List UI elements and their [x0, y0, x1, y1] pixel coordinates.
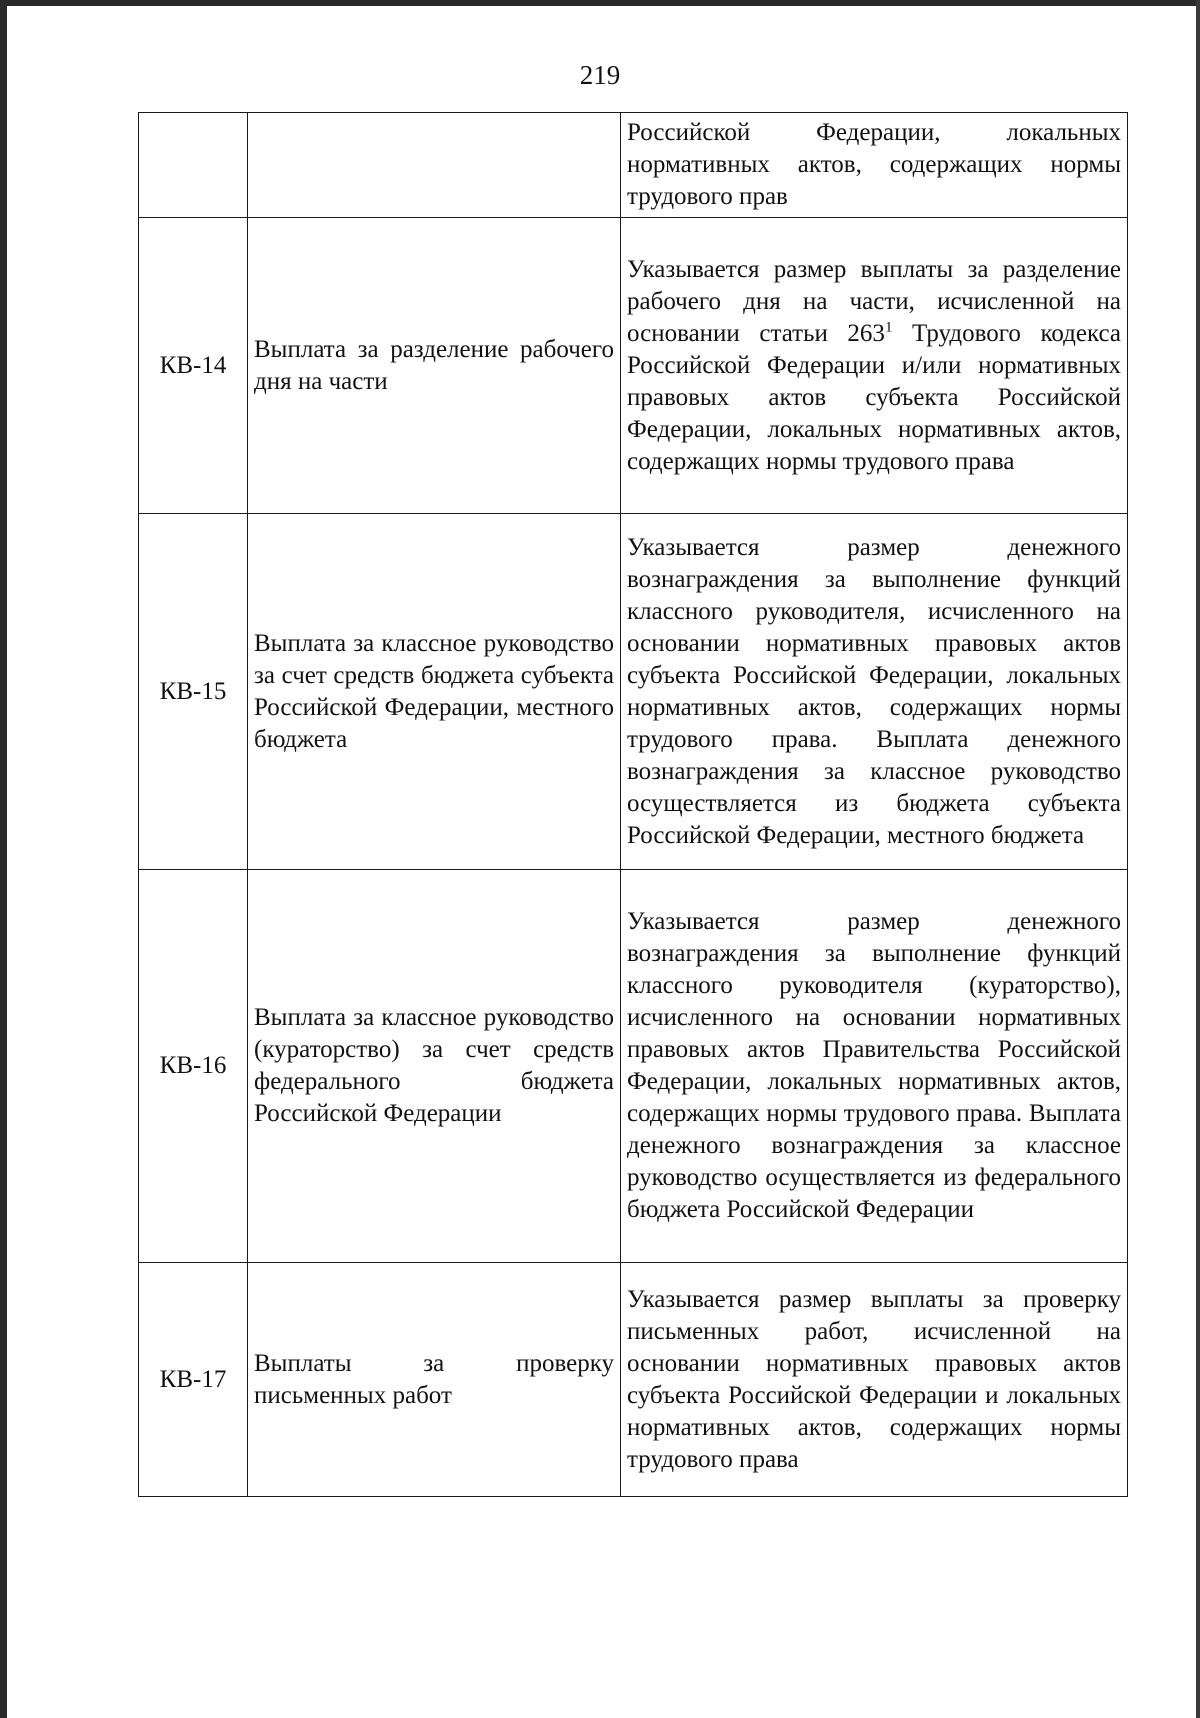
name-cell: [248, 1263, 621, 1497]
name-text: Выплаты за проверку письменных работ: [254, 1349, 614, 1409]
description-cell: [621, 113, 1128, 218]
code-cell: [139, 1263, 248, 1497]
description-text: Указывается размер денежного вознаграждения за выполнение функций классного руководителя (кураторство), исчисленного на основании нормативных правовых актов Правительства Российской Федерации, локальных нормативных актов, содержащих нормы трудового права. Выплата денежного вознаграждения за классное руководство осуществляется из федерального бюджета Российской Федерации: [627, 908, 1121, 1223]
description-text: Указывается размер выплаты за проверку письменных работ, исчисленной на основании нормативных правовых актов субъекта Российской Федерации и локальных нормативных актов, содержащих нормы трудового права: [627, 1285, 1121, 1473]
description-cell: [621, 870, 1128, 1263]
code-cell: [139, 514, 248, 870]
table-row: [139, 514, 1128, 870]
superscript: 1: [884, 319, 893, 336]
name-text: Выплата за разделение рабочего дня на части: [254, 335, 614, 395]
table-row: [139, 113, 1128, 218]
scan-edge-right: [1196, 0, 1200, 1718]
name-text: Выплата за классное руководство (кураторство) за счет средств федерального бюджета Российской Федерации: [254, 1004, 614, 1127]
description-cell: [621, 218, 1128, 514]
description-part: Трудового кодекса Российской Федерации и/или нормативных правовых актов субъекта Российской Федерации, локальных нормативных актов, содержащих нормы трудового права: [627, 319, 1121, 475]
table-row: [139, 218, 1128, 514]
description-cell: [621, 1263, 1128, 1497]
code-text: КВ-16: [159, 1052, 227, 1079]
scan-edge-top: [0, 0, 1200, 6]
code-cell: [139, 870, 248, 1263]
page-number: 219: [579, 60, 621, 90]
code-text: КВ-15: [159, 677, 227, 705]
code-text: КВ-17: [159, 1365, 227, 1393]
description-text: Указывается размер денежного вознаграждения за выполнение функций классного руководителя, исчисленного на основании нормативных правовых актов субъекта Российской Федерации, локальных нормативных актов, содержащих нормы трудового права. Выплата денежного вознаграждения за классное руководство осуществляется из бюджета субъекта Российской Федерации, местного бюджета: [627, 533, 1121, 849]
code-text: КВ-14: [159, 351, 227, 379]
description-part: Указывается размер выплаты за разделение рабочего дня на части, исчисленной на основании статьи 263: [627, 255, 1121, 347]
code-cell: [139, 113, 248, 218]
payments-table: [138, 112, 1128, 1497]
name-cell: [248, 113, 621, 218]
name-cell: [248, 514, 621, 870]
description-cell: [621, 514, 1128, 870]
name-cell: [248, 870, 621, 1263]
description-text: [627, 254, 1121, 478]
table-row: [139, 1263, 1128, 1497]
description-text: Российской Федерации, локальных нормативных актов, содержащих нормы трудового прав: [627, 119, 1121, 210]
scan-edge-left: [0, 0, 7, 1718]
name-text: Выплата за классное руководство за счет средств бюджета субъекта Российской Федерации, местного бюджета: [254, 629, 614, 753]
table-row: [139, 870, 1128, 1263]
name-cell: [248, 218, 621, 514]
code-cell: [139, 218, 248, 514]
